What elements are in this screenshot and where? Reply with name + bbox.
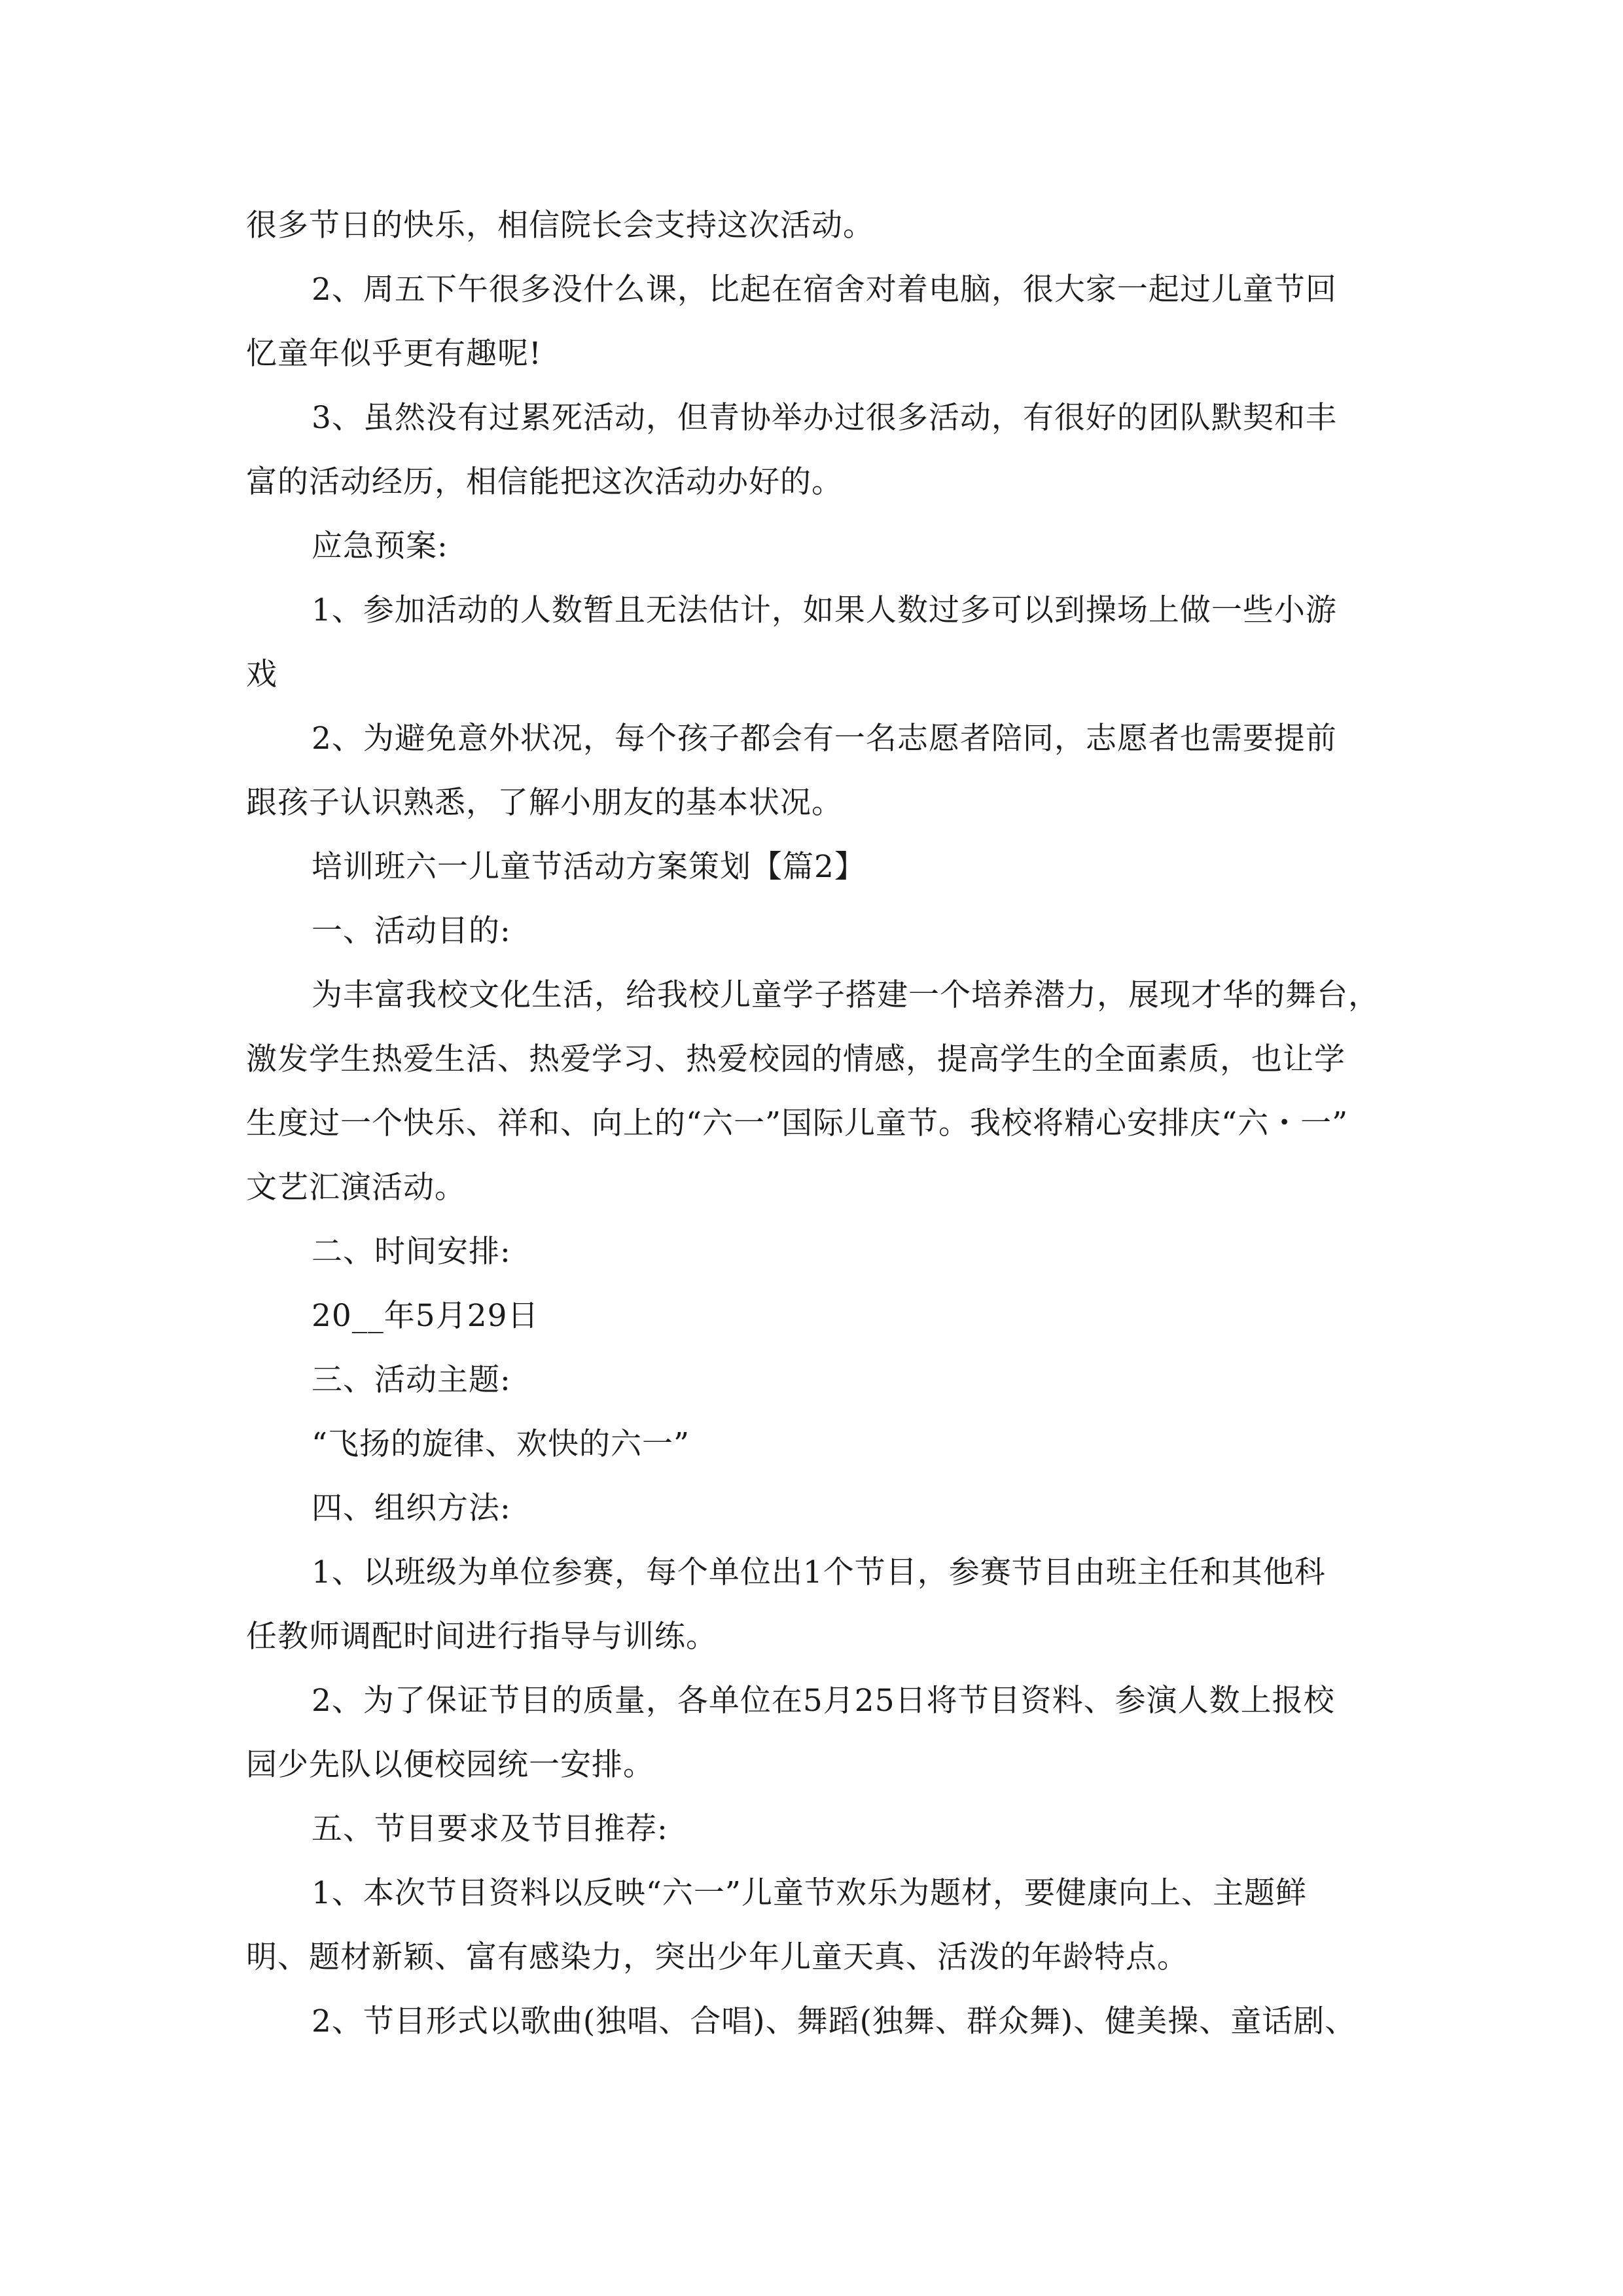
paragraph-line: 园少先队以便校园统一安排。	[246, 1747, 654, 1783]
paragraph-line: 3、虽然没有过累死活动，但青协举办过很多活动，有很好的团队默契和丰	[312, 400, 1337, 436]
paragraph-line: 很多节日的快乐，相信院长会支持这次活动。	[246, 207, 874, 243]
paragraph-line: 富的活动经历，相信能把这次活动办好的。	[246, 464, 843, 500]
paragraph-line: “飞扬的旋律、欢快的六一”	[312, 1426, 690, 1462]
article-title: 培训班六一儿童节活动方案策划【篇2】	[312, 849, 866, 885]
paragraph-line: 忆童年似乎更有趣呢!	[246, 336, 542, 372]
paragraph-line: 1、本次节目资料以反映“六一”儿童节欢乐为题材，要健康向上、主题鲜	[312, 1875, 1307, 1911]
paragraph-line: 文艺汇演活动。	[246, 1170, 466, 1206]
document-body	[246, 194, 1378, 2054]
paragraph-line: 1、参加活动的人数暂且无法估计，如果人数过多可以到操场上做一些小游	[312, 592, 1337, 628]
section-heading: 一、活动目的:	[312, 913, 511, 949]
paragraph-line: 2、为了保证节目的质量，各单位在5月25日将节目资料、参演人数上报校	[312, 1683, 1335, 1719]
paragraph-line: 任教师调配时间进行指导与训练。	[246, 1619, 717, 1655]
section-heading: 应急预案:	[312, 528, 448, 564]
paragraph-line: 1、以班级为单位参赛，每个单位出1个节目，参赛节目由班主任和其他科	[312, 1554, 1326, 1590]
section-heading: 二、时间安排:	[312, 1234, 511, 1270]
paragraph-line: 2、节目形式以歌曲(独唱、合唱)、舞蹈(独舞、群众舞)、健美操、童话剧、	[312, 2003, 1357, 2039]
paragraph-line: 20__年5月29日	[312, 1298, 539, 1334]
paragraph-line: 2、周五下午很多没什么课，比起在宿舍对着电脑，很大家一起过儿童节回	[312, 272, 1337, 308]
paragraph-line: 戏	[246, 656, 277, 692]
section-heading: 五、节目要求及节目推荐:	[312, 1811, 668, 1847]
section-heading: 四、组织方法:	[312, 1490, 511, 1526]
paragraph-line: 为丰富我校文化生活，给我校儿童学子搭建一个培养潜力，展现才华的舞台，	[312, 977, 1380, 1013]
paragraph-line: 2、为避免意外状况，每个孩子都会有一名志愿者陪同，志愿者也需要提前	[312, 721, 1337, 757]
section-heading: 三、活动主题:	[312, 1362, 511, 1398]
paragraph-line: 生度过一个快乐、祥和、向上的“六一”国际儿童节。我校将精心安排庆“六・一”	[246, 1105, 1349, 1141]
paragraph-line: 跟孩子认识熟悉，了解小朋友的基本状况。	[246, 785, 843, 821]
paragraph-line: 明、题材新颖、富有感染力，突出少年儿童天真、活泼的年龄特点。	[246, 1939, 1188, 1975]
paragraph-line: 激发学生热爱生活、热爱学习、热爱校园的情感，提高学生的全面素质，也让学	[246, 1041, 1346, 1077]
